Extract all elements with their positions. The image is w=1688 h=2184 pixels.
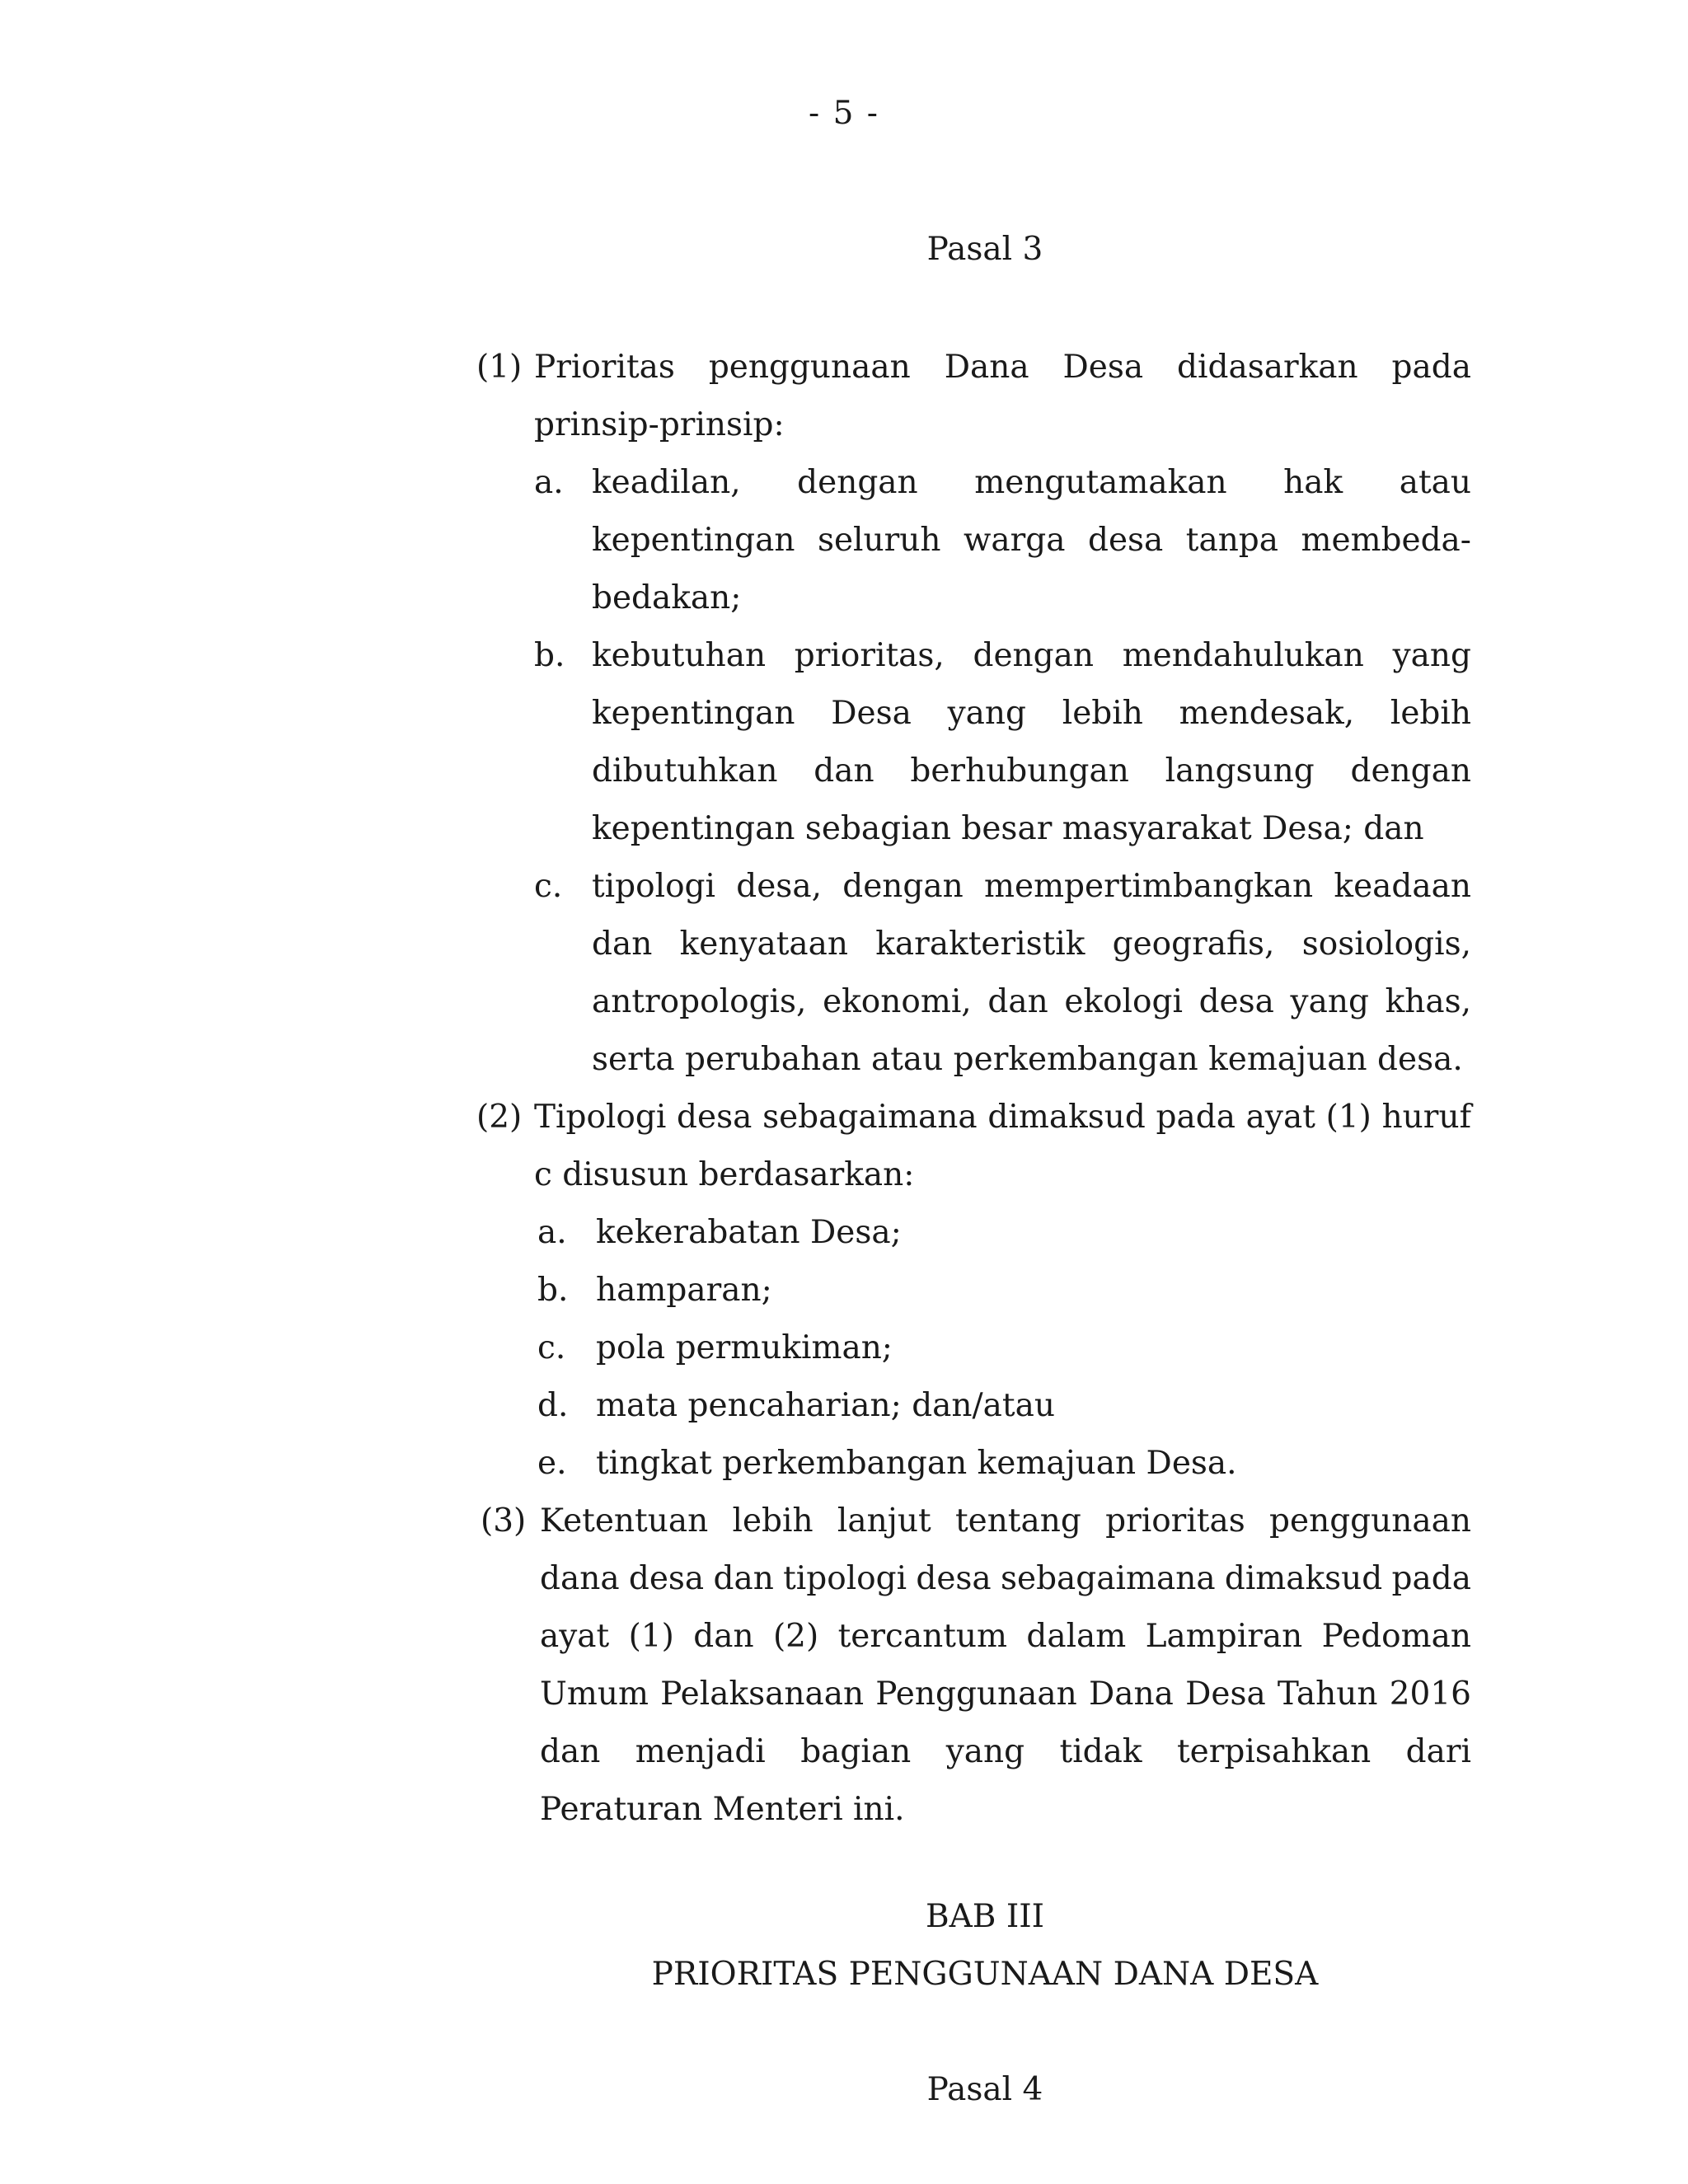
ayat-1-item-b-line-4: kepentingan sebagian besar masyarakat Desa; dan (592, 810, 1424, 847)
ayat-2-marker: (2) (476, 1099, 523, 1136)
ayat-2-line-2: c disusun berdasarkan: (534, 1156, 915, 1193)
ayat-2-item-d-marker: d. (537, 1387, 569, 1424)
ayat-2-item-b-text: hamparan; (596, 1272, 772, 1309)
ayat-1-item-a-line-1: keadilan, dengan mengutamakan hak atau (592, 464, 1471, 501)
ayat-3-line-1: Ketentuan lebih lanjut tentang prioritas penggunaan (540, 1502, 1471, 1540)
ayat-3-marker: (3) (481, 1502, 527, 1540)
ayat-3-line-5: dan menjadi bagian yang tidak terpisahkan dari (540, 1733, 1471, 1770)
bab-3-subtitle: PRIORITAS PENGGUNAAN DANA DESA (651, 1956, 1319, 1993)
ayat-3-line-2: dana desa dan tipologi desa sebagaimana dimaksud pada (540, 1560, 1471, 1597)
ayat-1-line-1: Prioritas penggunaan Dana Desa didasarkan pada (534, 349, 1471, 386)
ayat-2-item-e-marker: e. (537, 1445, 567, 1482)
ayat-2-item-a-text: kekerabatan Desa; (596, 1214, 902, 1251)
ayat-1-item-a-marker: a. (534, 464, 564, 501)
ayat-1-marker: (1) (476, 349, 523, 386)
ayat-1-item-c-line-4: serta perubahan atau perkembangan kemajuan desa. (592, 1041, 1463, 1078)
ayat-1-item-b-marker: b. (534, 637, 565, 674)
ayat-1-item-c-line-1: tipologi desa, dengan mempertimbangkan keadaan (592, 868, 1471, 905)
ayat-3-line-4: Umum Pelaksanaan Penggunaan Dana Desa Tahun 2016 (540, 1675, 1471, 1713)
pasal-4-heading: Pasal 4 (926, 2071, 1043, 2108)
ayat-1-item-b-line-1: kebutuhan prioritas, dengan mendahulukan yang (592, 637, 1471, 674)
ayat-2-item-c-marker: c. (537, 1329, 566, 1366)
ayat-2-item-a-marker: a. (537, 1214, 567, 1251)
ayat-2-item-d-text: mata pencaharian; dan/atau (596, 1387, 1055, 1424)
ayat-2-item-c-text: pola permukiman; (596, 1329, 893, 1366)
ayat-1-item-b-line-3: dibutuhkan dan berhubungan langsung dengan (592, 752, 1471, 790)
bab-3-heading: BAB III (925, 1898, 1045, 1935)
ayat-2-item-e-text: tingkat perkembangan kemajuan Desa. (596, 1445, 1237, 1482)
ayat-1-item-c-line-3: antropologis, ekonomi, dan ekologi desa yang khas, (592, 983, 1471, 1020)
ayat-1-item-c-line-2: dan kenyataan karakteristik geografis, sosiologis, (592, 926, 1471, 963)
ayat-1-item-c-marker: c. (534, 868, 563, 905)
page-number: - 5 - (809, 95, 879, 132)
ayat-1-item-a-line-3: bedakan; (592, 579, 742, 616)
ayat-2-line-1: Tipologi desa sebagaimana dimaksud pada ayat (1) huruf (534, 1099, 1471, 1136)
ayat-1-item-b-line-2: kepentingan Desa yang lebih mendesak, lebih (592, 695, 1471, 732)
ayat-2-item-b-marker: b. (537, 1272, 569, 1309)
ayat-1-item-a-line-2: kepentingan seluruh warga desa tanpa membeda- (592, 522, 1471, 559)
pasal-3-heading: Pasal 3 (926, 231, 1043, 268)
ayat-3-line-6: Peraturan Menteri ini. (540, 1791, 905, 1828)
ayat-3-line-3: ayat (1) dan (2) tercantum dalam Lampiran Pedoman (540, 1618, 1471, 1655)
ayat-1-line-2: prinsip-prinsip: (534, 406, 785, 443)
